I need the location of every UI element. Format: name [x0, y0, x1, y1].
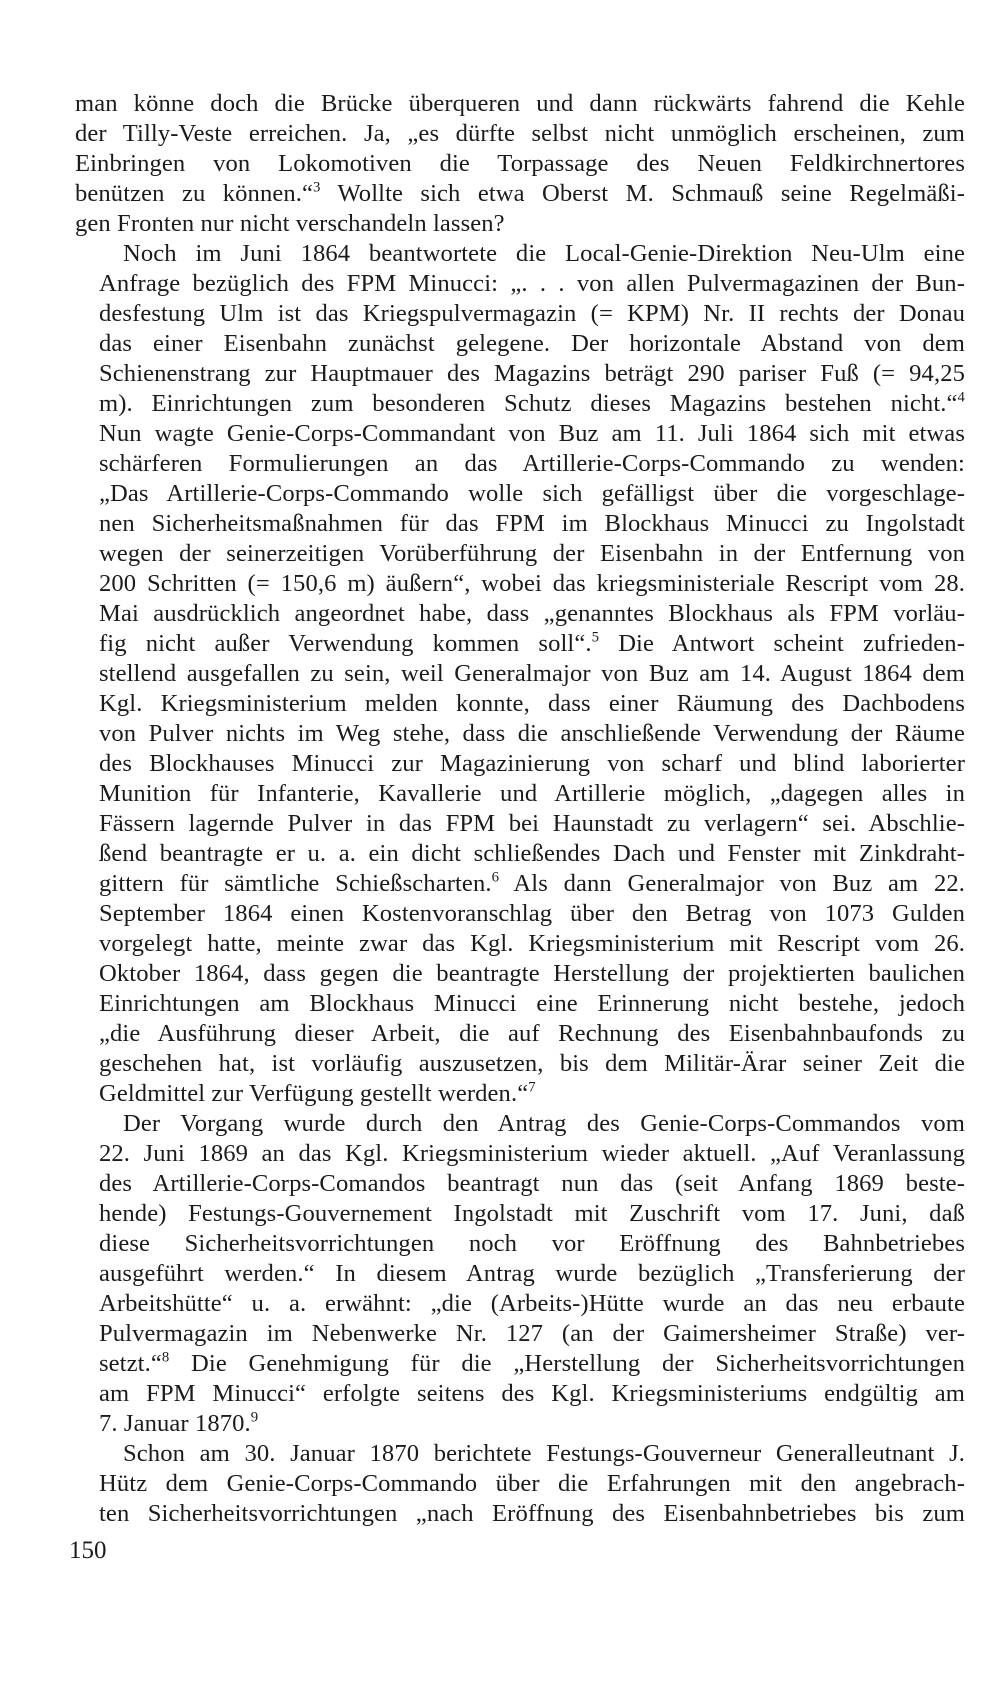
page-number: 150: [69, 1537, 107, 1564]
text-line: hende) Festungs-Gouvernement Ingolstadt mit Zuschrift vom 17. Juni, daß: [99, 1200, 965, 1227]
text-line: Pulvermagazin im Nebenwerke Nr. 127 (an der Gaimersheimer Straße) ver-: [99, 1320, 965, 1347]
text-line: September 1864 einen Kostenvoranschlag über den Betrag von 1073 Gulden: [99, 900, 965, 927]
text-line: benützen zu können.“$^3$ Wollte sich etwa Oberst M. Schmauß seine Regelmäßi-: [75, 179, 965, 207]
footnote-marker: 6: [491, 869, 500, 886]
text-line: 7. Januar 1870.$^9$: [99, 1409, 259, 1437]
text-line: stellend ausgefallen zu sein, weil Generalmajor von Buz am 14. August 1864 dem: [99, 660, 965, 687]
text-line: des Blockhauses Minucci zur Magazinierung von scharf und blind laborierter: [99, 750, 965, 777]
text-line: m). Einrichtungen zum besonderen Schutz dieses Magazins bestehen nicht.“$^4$: [99, 389, 965, 417]
paragraph: [75, 89, 965, 239]
body-text: [75, 89, 965, 1529]
text-line: Geldmittel zur Verfügung gestellt werden.“$^7$: [99, 1079, 536, 1107]
text-line: „Das Artillerie-Corps-Commando wolle sich gefälligst über die vorgeschlage-: [99, 480, 965, 507]
paragraph: [75, 1109, 965, 1439]
text-line: am FPM Minucci“ erfolgte seitens des Kgl. Kriegsministeriums endgültig am: [99, 1380, 965, 1407]
paragraph: [75, 239, 965, 1109]
text-line: diese Sicherheitsvorrichtungen noch vor Eröffnung des Bahnbetriebes: [99, 1230, 965, 1257]
text-line: Fässern lagernde Pulver in das FPM bei Haunstadt zu verlagern“ sei. Abschlie-: [99, 810, 965, 837]
text-line: Kgl. Kriegsministerium melden konnte, dass einer Räumung des Dachbodens: [99, 690, 965, 717]
text-line: desfestung Ulm ist das Kriegspulvermagazin (= KPM) Nr. II rechts der Donau: [99, 300, 965, 327]
text-line: ßend beantragte er u. a. ein dicht schließendes Dach und Fenster mit Zinkdraht-: [99, 840, 965, 867]
text-line: Schienenstrang zur Hauptmauer des Magazins beträgt 290 pariser Fuß (= 94,25: [99, 360, 965, 387]
text-line: gittern für sämtliche Schießscharten.$^6$ Als dann Generalmajor von Buz am 22.: [99, 869, 965, 897]
text-line: Munition für Infanterie, Kavallerie und Artillerie möglich, „dagegen alles in: [99, 780, 965, 807]
text-line: Hütz dem Genie-Corps-Commando über die Erfahrungen mit den angebrach-: [99, 1470, 965, 1497]
paragraph: [75, 1439, 965, 1529]
text-line: setzt.“$^8$ Die Genehmigung für die „Herstellung der Sicherheitsvorrichtungen: [99, 1349, 965, 1377]
text-line: vorgelegt hatte, meinte zwar das Kgl. Kriegsministerium mit Rescript vom 26.: [99, 930, 965, 957]
footnote-marker: 8: [161, 1349, 170, 1366]
text-line: der Tilly-Veste erreichen. Ja, „es dürfte selbst nicht unmöglich erscheinen, zum: [75, 120, 965, 147]
text-line: Anfrage bezüglich des FPM Minucci: „. . . von allen Pulvermagazinen der Bun-: [99, 270, 965, 297]
text-line: schärferen Formulierungen an das Artillerie-Corps-Commando zu wenden:: [99, 450, 965, 477]
text-line: das einer Eisenbahn zunächst gelegene. Der horizontale Abstand von dem: [99, 330, 965, 357]
text-line: wegen der seinerzeitigen Vorüberführung der Eisenbahn in der Entfernung von: [99, 540, 965, 567]
footnote-marker: 3: [313, 179, 321, 196]
text-line: Nun wagte Genie-Corps-Commandant von Buz am 11. Juli 1864 sich mit etwas: [99, 420, 965, 447]
footnote-marker: 7: [528, 1079, 536, 1096]
text-line: Mai ausdrücklich angeordnet habe, dass „genanntes Blockhaus als FPM vorläu-: [99, 600, 965, 627]
text-line: Oktober 1864, dass gegen die beantragte Herstellung der projektierten baulichen: [99, 960, 965, 987]
text-line: Arbeitshütte“ u. a. erwähnt: „die (Arbeits-)Hütte wurde an das neu erbaute: [99, 1290, 965, 1317]
text-line: des Artillerie-Corps-Comandos beantragt nun das (seit Anfang 1869 beste-: [99, 1170, 965, 1197]
text-line: „die Ausführung dieser Arbeit, die auf Rechnung des Eisenbahnbaufonds zu: [99, 1020, 965, 1047]
text-line: von Pulver nichts im Weg stehe, dass die anschließende Verwendung der Räume: [99, 720, 965, 747]
text-line: Schon am 30. Januar 1870 berichtete Festungs-Gouverneur Generalleutnant J.: [123, 1440, 965, 1467]
text-line: Der Vorgang wurde durch den Antrag des Genie-Corps-Commandos vom: [123, 1110, 965, 1137]
text-line: Noch im Juni 1864 beantwortete die Local-Genie-Direktion Neu-Ulm eine: [123, 240, 965, 267]
footnote-marker: 9: [250, 1409, 259, 1426]
text-line: gen Fronten nur nicht verschandeln lassen?: [75, 210, 505, 237]
text-line: Einbringen von Lokomotiven die Torpassage des Neuen Feldkirchnertores: [75, 150, 965, 177]
text-line: nen Sicherheitsmaßnahmen für das FPM im Blockhaus Minucci zu Ingolstadt: [99, 510, 965, 537]
footnote-marker: 4: [957, 389, 965, 406]
text-line: 22. Juni 1869 an das Kgl. Kriegsministerium wieder aktuell. „Auf Veranlassung: [99, 1140, 965, 1167]
text-line: ausgeführt werden.“ In diesem Antrag wurde bezüglich „Transferierung der: [99, 1260, 965, 1287]
text-line: ten Sicherheitsvorrichtungen „nach Eröffnung des Eisenbahnbetriebes bis zum: [99, 1500, 965, 1527]
text-line: man könne doch die Brücke überqueren und dann rückwärts fahrend die Kehle: [75, 90, 965, 117]
footnote-marker: 5: [591, 629, 600, 646]
text-line: Einrichtungen am Blockhaus Minucci eine Erinnerung nicht bestehe, jedoch: [99, 990, 965, 1017]
text-line: geschehen hat, ist vorläufig auszusetzen, bis dem Militär-Ärar seiner Zeit die: [99, 1050, 965, 1077]
text-line: 200 Schritten (= 150,6 m) äußern“, wobei das kriegsministeriale Rescript vom 28.: [99, 570, 965, 597]
text-line: fig nicht außer Verwendung kommen soll“.$^5$ Die Antwort scheint zufrieden-: [99, 629, 965, 657]
